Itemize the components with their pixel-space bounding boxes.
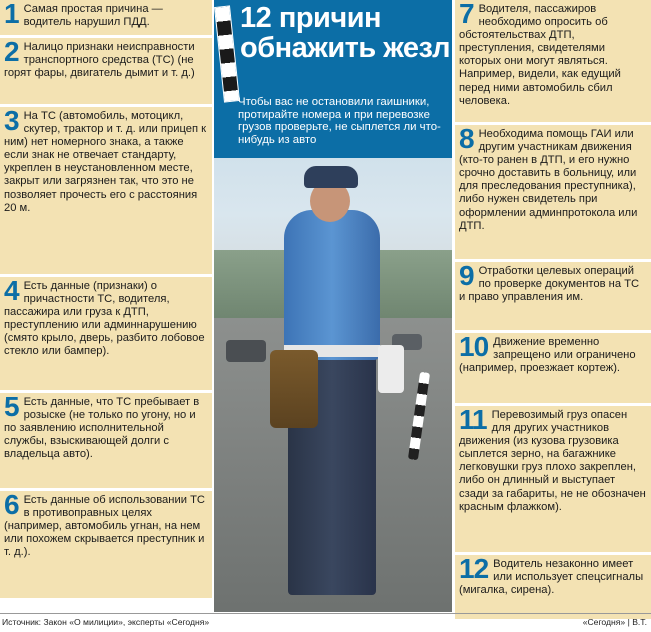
reason-text: Есть данные, что ТС пребывает в розыске (не только по угону, но и по заявлению исполнительной службы, взыскивающей долги с владельца авто). [4, 396, 200, 461]
reason-number: 8 [459, 125, 474, 154]
officer-shirt [284, 210, 380, 360]
reason-number: 10 [459, 333, 489, 362]
reason-text: Перевозимый груз опасен для других участников движения (из кузова грузовика сыплется зерно, на багажнике легковушки груз плохо закреплен, либо он длинный и выступает сзади за габариты, не не обозначен красным флажком). [459, 409, 646, 513]
credit-note: «Сегодня» | В.Т. [582, 617, 647, 627]
reason-item [455, 555, 651, 619]
reason-item [455, 333, 651, 403]
reasons-left-column [0, 0, 212, 601]
reasons-right-column [455, 0, 651, 622]
page-title: 12 причин обнажить жезл [240, 2, 451, 64]
reason-text: Есть данные (признаки) о причастности ТС, водителя, пассажира или груза к ДТП, преступлению или админнарушению (смято крыло, дверь, разбито лобовое стекло или бампер). [4, 280, 205, 358]
reason-text: Самая простая причина — водитель нарушил ПДД. [23, 3, 163, 29]
reason-text: Необходима помощь ГАИ или другим участникам движения (кто-то ранен в ДТП, и его нужно срочно доставить в больницу, или для преследования преступника), либо нужен свидетель при оформлении админпротокола или ДТП. [459, 128, 638, 232]
reason-number: 3 [4, 107, 19, 136]
reason-text: Водителя, пассажиров необходимо опросить об обстоятельствах ДТП, преступления, свидетелями которых они могут являться. Например, видели, как едущий перед ними автомобиль сбил человека. [459, 3, 621, 107]
reason-text: На ТС (автомобиль, мотоцикл, скутер, трактор и т. д. или прицеп к ним) нет номерного знака, а также если знак не отвечает стандарту, укреплен в неустановленном месте, закрыт или загрязнен так, что это не позволяет прочесть его с расстояния 20 м. [4, 110, 207, 214]
reason-item [0, 393, 212, 488]
reason-item [0, 491, 212, 598]
reason-text: Движение временно запрещено или ограничено (например, проезжает кортеж). [459, 336, 636, 375]
reason-number: 12 [459, 555, 489, 584]
subtitle: Чтобы вас не остановили гаишники, протирайте номера и при перевозке грузов проверьте, не сыплется ли что-нибудь из авто [238, 96, 441, 146]
reason-number: 1 [4, 0, 19, 29]
car [226, 340, 266, 362]
reason-number: 2 [4, 38, 19, 67]
officer-bag [270, 350, 318, 428]
officer-holster [378, 345, 404, 393]
source-note: Источник: Закон «О милиции», эксперты «Сегодня» [2, 617, 210, 627]
reason-text: Есть данные об использовании ТС в противоправных целях (например, автомобиль угнан, на нем или похожем скрывается преступник и т. д.). [4, 494, 205, 559]
reason-number: 7 [459, 0, 474, 29]
reason-number: 6 [4, 491, 19, 520]
officer-cap [304, 166, 358, 188]
reason-text: Отработки целевых операций по проверке документов на ТС и право управления им. [459, 265, 640, 304]
reason-text: Налицо признаки неисправности транспортного средства (ТС) (не горят фары, двигатель дымит и т. д.) [4, 41, 195, 80]
reason-item [455, 406, 651, 552]
reason-item [0, 0, 212, 35]
reason-item [0, 38, 212, 104]
reason-item [0, 107, 212, 274]
footer-divider [0, 613, 651, 614]
reason-item [455, 0, 651, 122]
reason-number: 4 [4, 277, 19, 306]
reason-text: Водитель незаконно имеет или использует спецсигналы (мигалка, сирена). [459, 558, 644, 597]
reason-number: 11 [459, 406, 487, 435]
reason-item [455, 262, 651, 330]
reason-item [455, 125, 651, 259]
reason-number: 9 [459, 262, 474, 291]
reason-item [0, 277, 212, 390]
reason-number: 5 [4, 393, 19, 422]
